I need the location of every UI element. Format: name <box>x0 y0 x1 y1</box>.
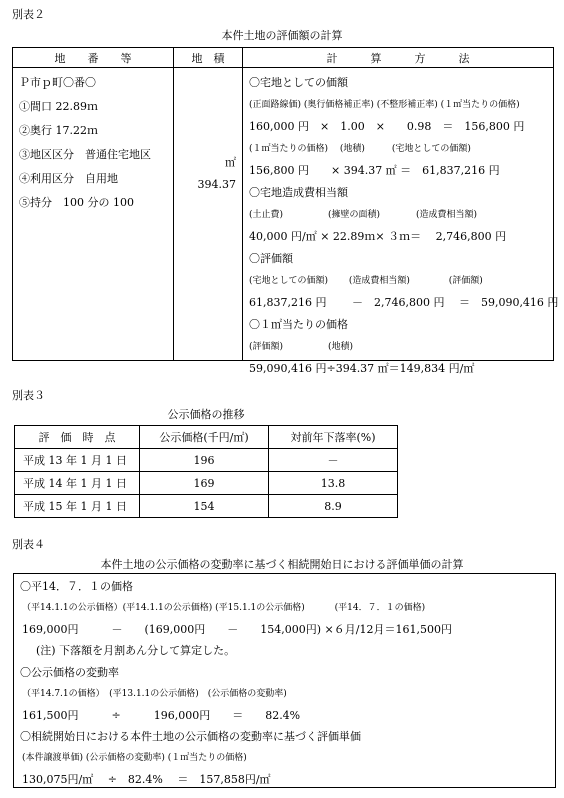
decline-cell: 8.9 <box>269 495 398 518</box>
header-lot: 地 番 等 <box>13 48 174 68</box>
valuation-table <box>12 47 559 375</box>
calculation-line: 〇公示価格の変動率 <box>20 666 119 679</box>
decline-cell: 13.8 <box>269 472 398 495</box>
table-row <box>15 472 398 495</box>
calculation-line: 40,000 円/㎡ × 22.89ｍ× ３ｍ＝ 2,746,800 円 <box>249 230 507 243</box>
calculation-line: 59,090,416 円÷394.37 ㎡＝149,834 円/㎡ <box>249 362 475 375</box>
calculation-line: 〇宅地としての価額 <box>249 76 348 89</box>
calculation-label-line: (１㎡当たりの価格) (地積) (宅地としての価額) <box>249 144 471 154</box>
calculation-cell <box>243 68 559 375</box>
header-price: 公示価格(千円/㎡) <box>140 426 269 449</box>
table-row <box>15 495 398 518</box>
calculation-line: 〇平14．７．１の価格 <box>20 580 133 593</box>
table2-title: 本件土地の評価額の計算 <box>221 29 343 42</box>
lot-detail-line: Ｐ市ｐ町〇番〇 <box>19 76 96 89</box>
calculation-line: 61,837,216 円 － 2,746,800 円 ＝ 59,090,416 円 <box>249 296 559 309</box>
calculation-line: 〇評価額 <box>249 252 293 265</box>
lot-detail-line: ③地区区分 普通住宅地区 <box>19 148 151 161</box>
lot-detail-line: ①間口 22.89ｍ <box>19 100 98 113</box>
calculation-line: 130,075円/㎡ ÷ 82.4% ＝ 157,858円/㎡ <box>22 773 271 786</box>
calculation-line: (注) 下落額を月割あん分して算定した。 <box>36 644 236 657</box>
calculation-label-line: (宅地としての価額) (造成費相当額) (評価額) <box>249 276 483 286</box>
calculation-label-line: （平14.7.1の価格） (平13.1.1の公示価格) (公示価格の変動率) <box>22 689 287 699</box>
area-unit: ㎡ <box>225 156 236 169</box>
price-cell: 154 <box>140 495 269 518</box>
table-header-row <box>15 426 398 449</box>
calculation-line: 169,000円 － (169,000円 － 154,000円) ×６月/12月＝161,500円 <box>22 623 452 636</box>
header-calculation: 計 算 方 法 <box>243 48 554 68</box>
calculation-line: 〇宅地造成費相当額 <box>249 186 348 199</box>
calculation-line: 161,500円 ÷ 196,000円 ＝ 82.4% <box>22 709 301 722</box>
unit-price-calculation-box <box>13 573 556 788</box>
table-row <box>15 449 398 472</box>
price-cell: 196 <box>140 449 269 472</box>
table3-caption: 別表３ <box>12 389 45 402</box>
date-cell: 平成 15 年 1 月 1 日 <box>15 495 140 518</box>
calculation-label-line: (本件譲渡単価) (公示価格の変動率) (１㎡当たりの価格) <box>22 753 247 763</box>
decline-cell: － <box>269 449 398 472</box>
lot-detail-line: ④利用区分 自用地 <box>19 172 118 185</box>
table-header-row <box>13 48 554 68</box>
header-area: 地 積 <box>174 48 243 68</box>
price-cell: 169 <box>140 472 269 495</box>
header-date: 評 価 時 点 <box>15 426 140 449</box>
table4-title: 本件土地の公示価格の変動率に基づく相続開始日における評価単価の計算 <box>100 558 464 571</box>
lot-cell <box>13 68 174 361</box>
table4-caption: 別表４ <box>12 538 45 551</box>
calculation-line: 〇相続開始日における本件土地の公示価格の変動率に基づく評価単価 <box>20 730 361 743</box>
date-cell: 平成 13 年 1 月 1 日 <box>15 449 140 472</box>
area-value: 394.37 <box>197 178 236 191</box>
calculation-label-line: (土止費) (擁壁の面積) (造成費相当額) <box>249 210 478 220</box>
table-row <box>13 68 554 361</box>
calculation-line: 156,800 円 × 394.37 ㎡ ＝ 61,837,216 円 <box>249 164 500 177</box>
calculation-label-line: (正面路線価) (奥行価格補正率) (不整形補正率) (１㎡当たりの価格) <box>249 100 520 110</box>
lot-detail-line: ②奥行 17.22ｍ <box>19 124 98 137</box>
area-cell <box>174 68 243 361</box>
calculation-line: 〇１㎡当たりの価格 <box>249 318 348 331</box>
table2-caption: 別表２ <box>12 8 45 21</box>
date-cell: 平成 14 年 1 月 1 日 <box>15 472 140 495</box>
calculation-label-line: (評価額) (地積) <box>249 342 354 352</box>
lot-detail-line: ⑤持分 100 分の 100 <box>19 196 134 209</box>
calculation-line: 160,000 円 × 1.00 × 0.98 ＝ 156,800 円 <box>249 120 525 133</box>
calculation-label-line: （平14.1.1の公示価格）(平14.1.1の公示価格) (平15.1.1の公示価格) (平14．７．１の価格) <box>22 603 426 613</box>
header-decline: 対前年下落率(%) <box>269 426 398 449</box>
table3-title: 公示価格の推移 <box>167 408 245 421</box>
published-price-table <box>14 425 398 518</box>
